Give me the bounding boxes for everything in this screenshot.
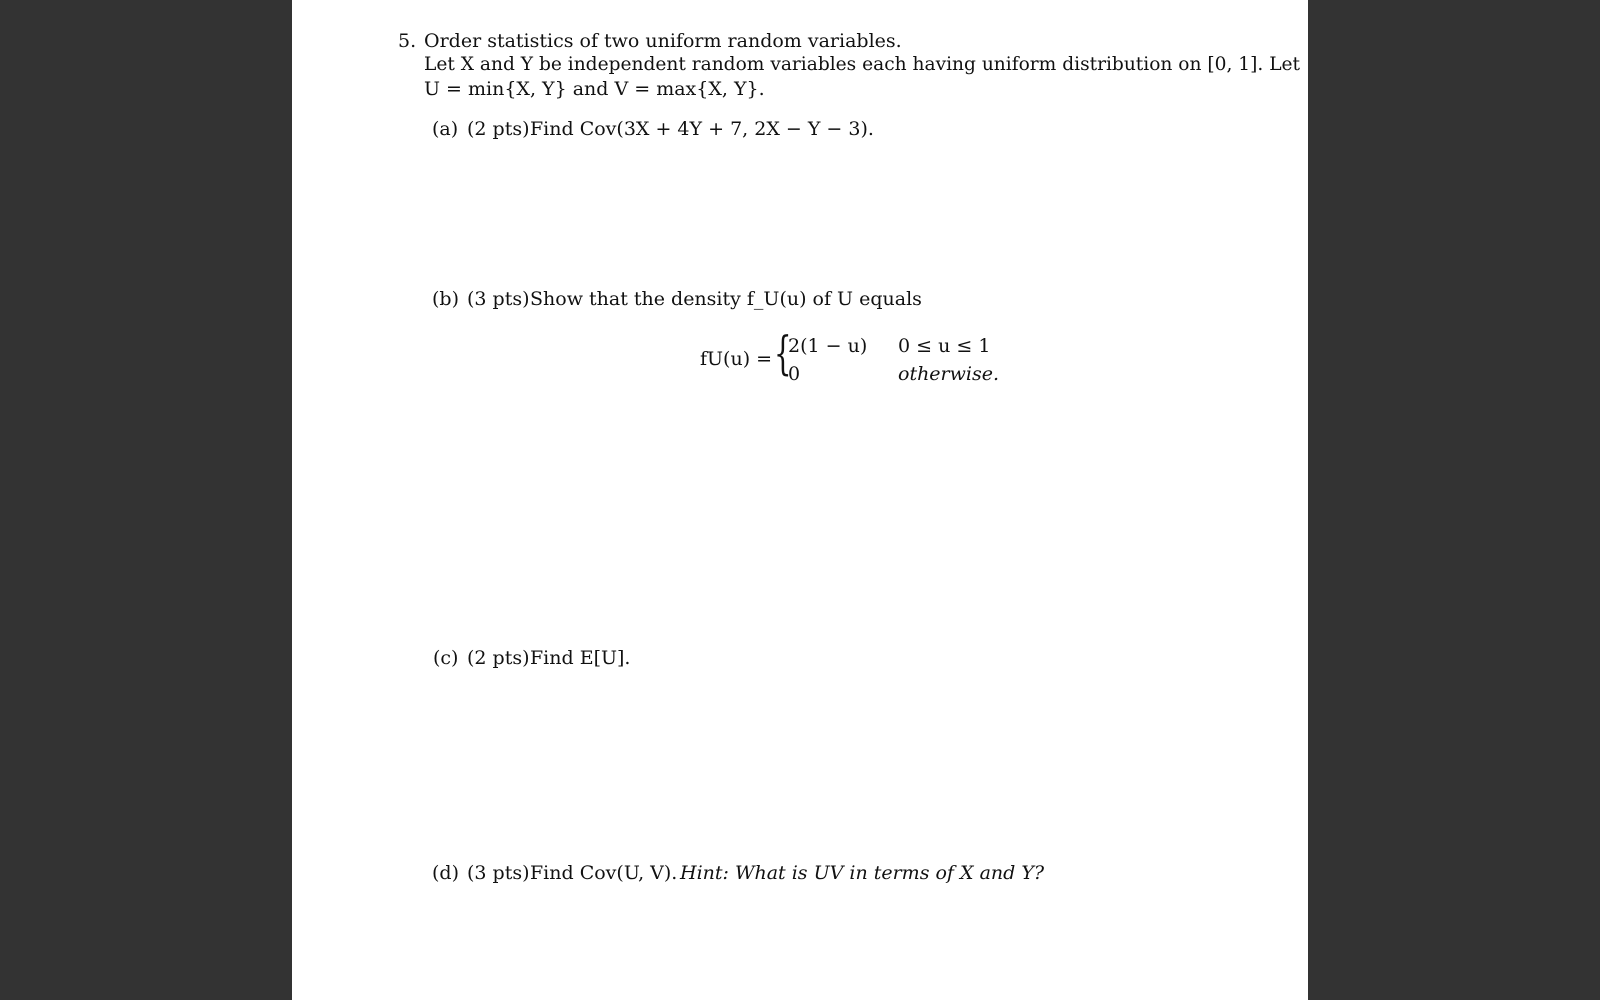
part-a-label: (a) [432,118,459,140]
part-a-text: Find Cov(3X + 4Y + 7, 2X − Y − 3). [530,118,874,140]
case1-value: 2(1 − u) [788,335,868,357]
problem-intro-line1: Let X and Y be independent random variables each having uniform distribution on [0, 1]. Let [424,54,1301,75]
part-c-label: (c) [433,647,459,669]
document-page [292,0,1308,1000]
left-brace: { [774,326,792,380]
formula-lhs: fU(u) = [700,348,773,370]
case2-condition: otherwise. [898,363,1000,385]
part-d-points: (3 pts) [467,862,530,884]
part-c-points: (2 pts) [467,647,530,669]
part-d-text: Find Cov(U, V). [530,862,678,884]
problem-number: 5. [398,30,417,52]
case2-value: 0 [788,363,801,385]
problem-intro-line2: U = min{X, Y} and V = max{X, Y}. [424,78,765,100]
part-d-hint: Hint: What is UV in terms of X and Y? [680,862,1045,884]
part-b-label: (b) [432,288,459,310]
case1-condition: 0 ≤ u ≤ 1 [898,335,991,357]
part-d-label: (d) [432,862,459,884]
part-b-text: Show that the density f_U(u) of U equals [530,288,922,310]
problem-title: Order statistics of two uniform random variables. [424,30,902,52]
part-a-points: (2 pts) [467,118,530,140]
part-c-text: Find E[U]. [530,647,631,669]
part-b-points: (3 pts) [467,288,530,310]
